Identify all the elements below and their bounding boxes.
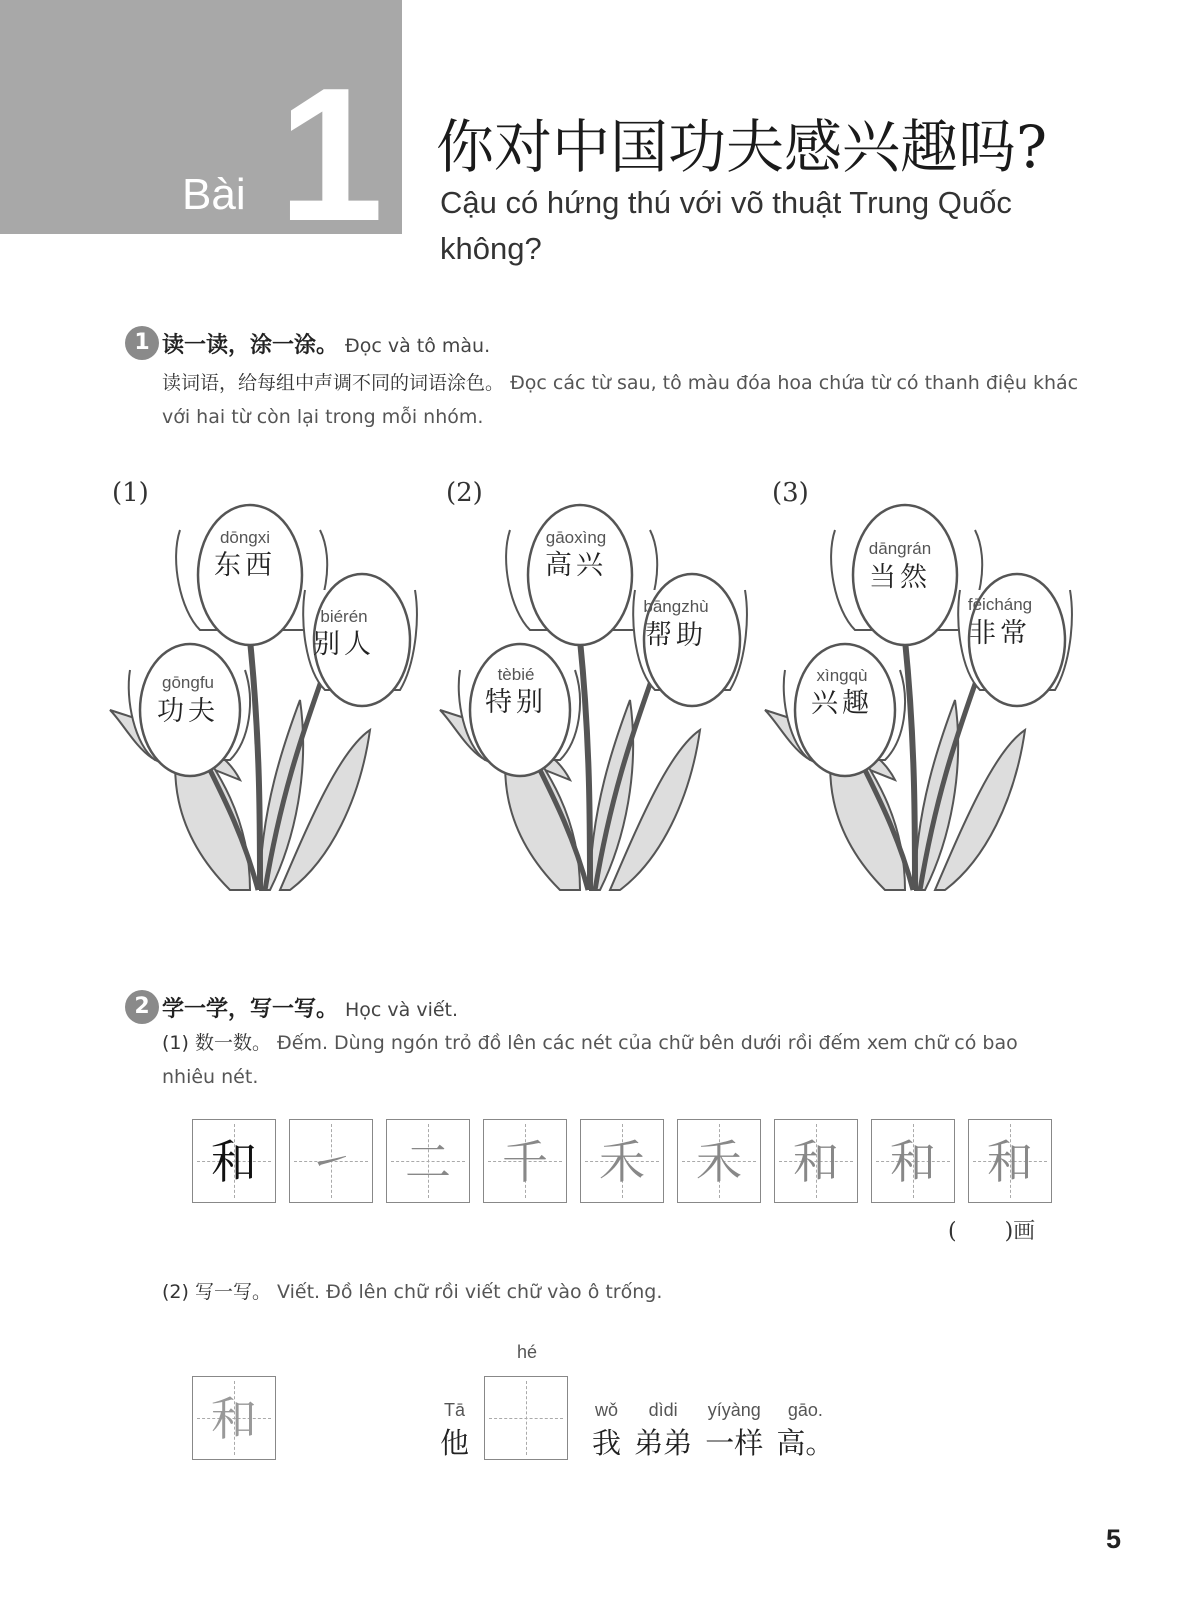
word-2-3-pinyin: tèbié: [497, 665, 535, 684]
sentence-word-wo-hanzi: 我: [592, 1426, 622, 1460]
trace-char-cell[interactable]: [192, 1376, 276, 1460]
section-1-heading-zh: 读一读，涂一涂。: [162, 333, 339, 358]
stroke-char-1: 和: [211, 1135, 257, 1189]
lesson-title-vi: Cậu có hứng thú với võ thuật Trung Quốc không?: [440, 185, 1012, 266]
stroke-char-2: ㇀: [308, 1135, 354, 1189]
sentence-word-ta-hanzi: 他: [440, 1426, 470, 1460]
sentence-word-ta: [440, 1400, 469, 1462]
stroke-count-answer: [948, 1214, 1035, 1245]
sentence-word-yiyang-pinyin: yíyàng: [707, 1400, 761, 1420]
section-1-instruction-vi: Đọc các từ sau, tô màu đóa hoa chứa từ có thanh điệu khác với hai từ còn lại trong mỗi nhóm.: [162, 372, 1079, 428]
stroke-cell-9: [968, 1119, 1052, 1203]
word-2-2-pinyin: bāngzhù: [643, 597, 709, 616]
section-2-heading-vi: Học và viết.: [345, 999, 459, 1021]
sentence-word-wo-pinyin: wǒ: [595, 1400, 619, 1420]
section-1-number: 1: [125, 326, 159, 360]
stroke-cell-3: [386, 1119, 470, 1203]
section-2-heading: [162, 992, 458, 1023]
section-1-heading: [162, 328, 490, 359]
stroke-order-row: [192, 1119, 1052, 1203]
section-1-heading-vi: Đọc và tô màu.: [345, 335, 491, 357]
stroke-cell-7: [774, 1119, 858, 1203]
word-1-1-pinyin: dōngxi: [219, 528, 271, 547]
stroke-char-9: 和: [987, 1135, 1033, 1189]
stroke-cell-8: [871, 1119, 955, 1203]
stroke-char-4: 千: [502, 1135, 548, 1189]
stroke-char-5: 禾: [599, 1135, 645, 1189]
word-2-1-hanzi: 高兴: [545, 550, 607, 581]
section-1-instruction-zh: 读词语，给每组中声调不同的词语涂色。: [162, 372, 505, 394]
stroke-cell-1: [192, 1119, 276, 1203]
part-1-label: (1): [162, 1032, 189, 1054]
part-1-instruction-vi: Đếm. Dùng ngón trỏ đồ lên các nét của chữ bên dưới rồi đếm xem chữ có bao nhiêu nét.: [162, 1032, 1018, 1088]
group-3-label: (3): [772, 478, 809, 508]
sentence-word-ta-pinyin: Tā: [444, 1400, 466, 1420]
word-3-3-pinyin: xìngqù: [816, 666, 868, 685]
word-1-2-pinyin: biérén: [320, 607, 368, 626]
word-2-3-hanzi: 特别: [485, 687, 547, 718]
lesson-banner: [0, 0, 402, 261]
part-2-instruction: [162, 1275, 1062, 1309]
stroke-cell-2: [289, 1119, 373, 1203]
lesson-number: 1: [278, 49, 384, 261]
sentence-word-didi-pinyin: dìdi: [648, 1400, 678, 1420]
lesson-title-zh: 你对中国功夫感兴趣吗?: [436, 113, 1048, 181]
word-3-1-hanzi: 当然: [869, 562, 931, 593]
word-3-2-hanzi: 非常: [969, 618, 1031, 649]
stroke-count-open: (: [948, 1219, 957, 1244]
blank-pinyin: hé: [517, 1342, 538, 1362]
section-2-number: 2: [125, 990, 159, 1024]
sentence-rest: [592, 1400, 834, 1462]
sentence-word-wo: [592, 1400, 621, 1462]
stroke-char-8: 和: [890, 1135, 936, 1189]
word-1-3-hanzi: 功夫: [157, 696, 219, 727]
part-1-instruction: [162, 1026, 1072, 1094]
lesson-word: Bài: [182, 170, 246, 219]
section-2-heading-zh: 学一学，写一写。: [162, 997, 339, 1022]
part-2-instruction-zh: 写一写。: [194, 1281, 271, 1303]
tulip-illustrations: [0, 470, 1194, 910]
group-1-label: (1): [112, 478, 149, 508]
part-1-instruction-zh: 数一数。: [194, 1032, 271, 1054]
stroke-char-7: 和: [793, 1135, 839, 1189]
word-2-2-hanzi: 帮助: [645, 620, 707, 651]
word-3-2-pinyin: fēicháng: [967, 595, 1033, 614]
sentence-word-didi: [634, 1400, 692, 1462]
word-3-1-pinyin: dāngrán: [868, 539, 932, 558]
word-1-3-pinyin: gōngfu: [162, 673, 214, 692]
part-2-label: (2): [162, 1281, 189, 1303]
part-2-instruction-vi: Viết. Đồ lên chữ rồi viết chữ vào ô trống.: [277, 1281, 663, 1303]
word-3-3-hanzi: 兴趣: [811, 688, 873, 719]
page-number: 5: [1106, 1524, 1122, 1554]
stroke-char-3: 二: [405, 1135, 451, 1189]
sentence-word-yiyang-hanzi: 一样: [705, 1426, 764, 1460]
trace-char: 和: [211, 1392, 257, 1446]
stroke-count-close: )画: [1004, 1219, 1036, 1244]
sentence-word-gao-hanzi: 高。: [776, 1426, 835, 1460]
sentence-word-gao: [776, 1400, 834, 1462]
word-1-1-hanzi: 东西: [214, 550, 276, 581]
word-2-1-pinyin: gāoxìng: [545, 528, 607, 547]
stroke-cell-5: [580, 1119, 664, 1203]
stroke-char-6: 禾: [696, 1135, 742, 1189]
group-2-label: (2): [446, 478, 483, 508]
sentence-word-gao-pinyin: gāo.: [787, 1400, 823, 1420]
stroke-cell-4: [483, 1119, 567, 1203]
word-1-2-hanzi: 别人: [313, 629, 375, 660]
stroke-cell-6: [677, 1119, 761, 1203]
section-1-instruction: [162, 366, 1082, 434]
sentence-word-didi-hanzi: 弟弟: [634, 1426, 693, 1460]
sentence-word-yiyang: [705, 1400, 763, 1462]
blank-write-cell[interactable]: [484, 1376, 568, 1460]
